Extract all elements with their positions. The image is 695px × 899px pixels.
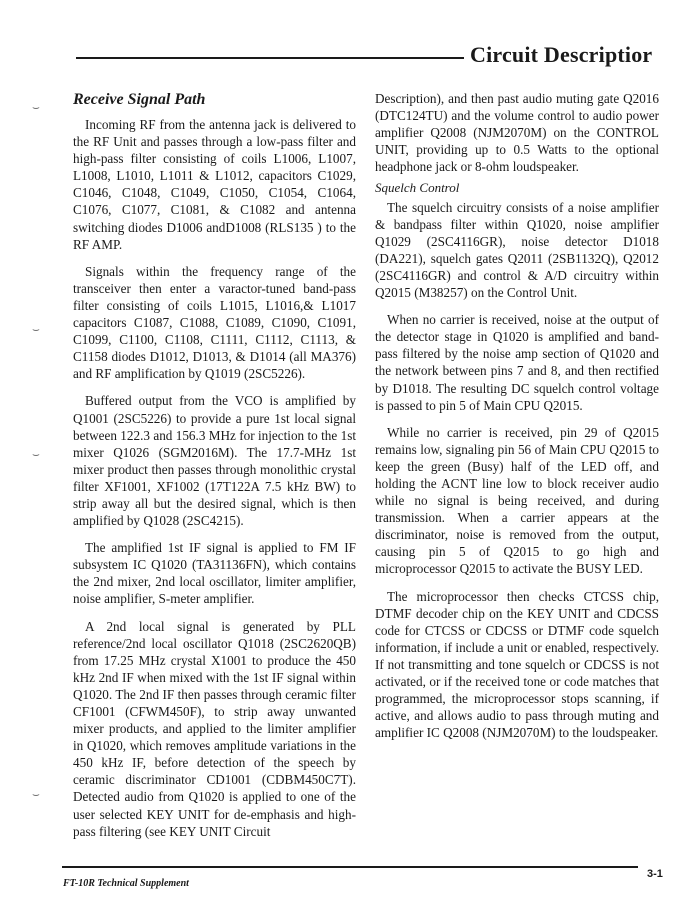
paragraph-continued: Description), and then past audio muting gate Q2016 (DTC124TU) and the volume control to audio power amplifier Q2008 (NJM2070M) on the CONTROL UNIT, providing up to 0.5 Watts to the optional headphone jack or 8-ohm loudspeaker. xyxy=(375,91,659,175)
paragraph: The microprocessor then checks CTCSS chip, DTMF decoder chip on the KEY UNIT and CDCSS code for CTCSS or CDCSS or DTMF code squelch information, if include a unit or enabled, respectively. If not transmitting and tone squelch or CDCSS is not activated, or if the received tone or code matches that programmed, the microprocessor stops scanning, if active, and allows audio to pass through muting and amplifier IC Q2008 (NJM2070M) to the loudspeaker. xyxy=(375,588,659,741)
margin-mark: ⌣ xyxy=(32,322,40,336)
paragraph: A 2nd local signal is generated by PLL reference/2nd local oscillator Q1018 (2SC2620QB) from 17.25 MHz crystal X1001 to produce the 450 kHz 2nd IF when mixed with the 1st IF signal within Q1020. The 2nd IF then passes through ceramic filter CF1001 (CFWM450F), to strip away unwanted mixer products, and applied to the limiter amplifier in Q1020, which removes amplitude variations in the 450 kHz IF, before detection of the speech by ceramic discriminator CD1001 (CDBM450C7T). Detected audio from Q1020 is applied to one of the user selected KEY UNIT for de-emphasis and high-pass filtering (see KEY UNIT Circuit xyxy=(73,618,356,839)
right-column xyxy=(375,90,659,751)
paragraph: The amplified 1st IF signal is applied to FM IF subsystem IC Q1020 (TA31136FN), which contains the 2nd mixer, 2nd local oscillator, limiter amplifier, noise amplifier, S-meter amplifier. xyxy=(73,540,356,607)
paragraph: Incoming RF from the antenna jack is delivered to the RF Unit and passes through a low-pass filter and high-pass filter consisting of coils L1006, L1007, L1008, L1010, L1011 & L1012, capacitors C1029, C1046, C1048, C1049, C1050, C1054, C1064, C1076, C1077, C1081, & C1082 and antenna switching diodes D1006 andD1008 (RLS135 ) to the RF AMP. xyxy=(73,117,356,252)
paragraph: While no carrier is received, pin 29 of Q2015 remains low, signaling pin 56 of Main CPU Q2015 to keep the green (Busy) half of the LED off, and holding the ACNT line low to block receiver audio while no signal is being received, and during transmission. When a carrier appears at the discriminator, noise is removed from the output, causing pin 5 of Q2015 to go high and microprocessor Q2015 to activate the BUSY LED. xyxy=(375,424,659,577)
paragraph: Buffered output from the VCO is amplified by Q1001 (2SC5226) to provide a pure 1st local signal between 122.3 and 156.3 MHz for injection to the 1st mixer Q1026 (SGM2016M). The 17.7-MHz 1st mixer product then passes through monolithic crystal filter XF1001, XF1002 (17T122A 7.5 kHz BW) to strip away all but the desired signal, which is then amplified by Q1028 (2SC4215). xyxy=(73,393,356,529)
page-title: Circuit Descriptior xyxy=(470,42,653,67)
margin-mark: ⌣ xyxy=(32,447,40,461)
margin-mark: ⌣ xyxy=(32,787,40,801)
margin-mark: ⌣ xyxy=(32,100,40,114)
left-column xyxy=(73,90,356,850)
header-rule xyxy=(76,57,464,59)
footer-rule xyxy=(62,866,638,868)
footer-title: FT-10R Technical Supplement xyxy=(63,878,189,889)
paragraph: The squelch circuitry consists of a noise amplifier & bandpass filter within Q1020, noise amplifier Q1029 (2SC4116GR), noise detector D1018 (DA221), squelch gates Q2011 (2SB1132Q), Q2012 (2SC4116GR) and control & A/D circuitry within Q2015 (M38257) on the Control Unit. xyxy=(375,199,659,301)
section-heading: Receive Signal Path xyxy=(73,91,206,108)
page-number: 3-1 xyxy=(647,868,663,880)
subsection-heading: Squelch Control xyxy=(375,180,460,196)
paragraph: Signals within the frequency range of the transceiver then enter a varactor-tuned band-pass filter consisting of coils L1015, L1016,& L1017 capacitors C1087, C1088, C1089, C1090, C1091, C1099, C1100, C1108, C1111, C1112, C1113, & C1158 diodes D1012, D1013, & D1014 (all MA376) and RF amplification by Q1019 (2SC5226). xyxy=(73,263,356,382)
paragraph: When no carrier is received, noise at the output of the detector stage in Q1020 is amplified and band-pass filtered by the noise amp section of Q1020 and the network between pins 7 and 8, and then rectified by D1018. The resulting DC squelch control voltage is passed to pin 5 of Main CPU Q2015. xyxy=(375,312,659,413)
